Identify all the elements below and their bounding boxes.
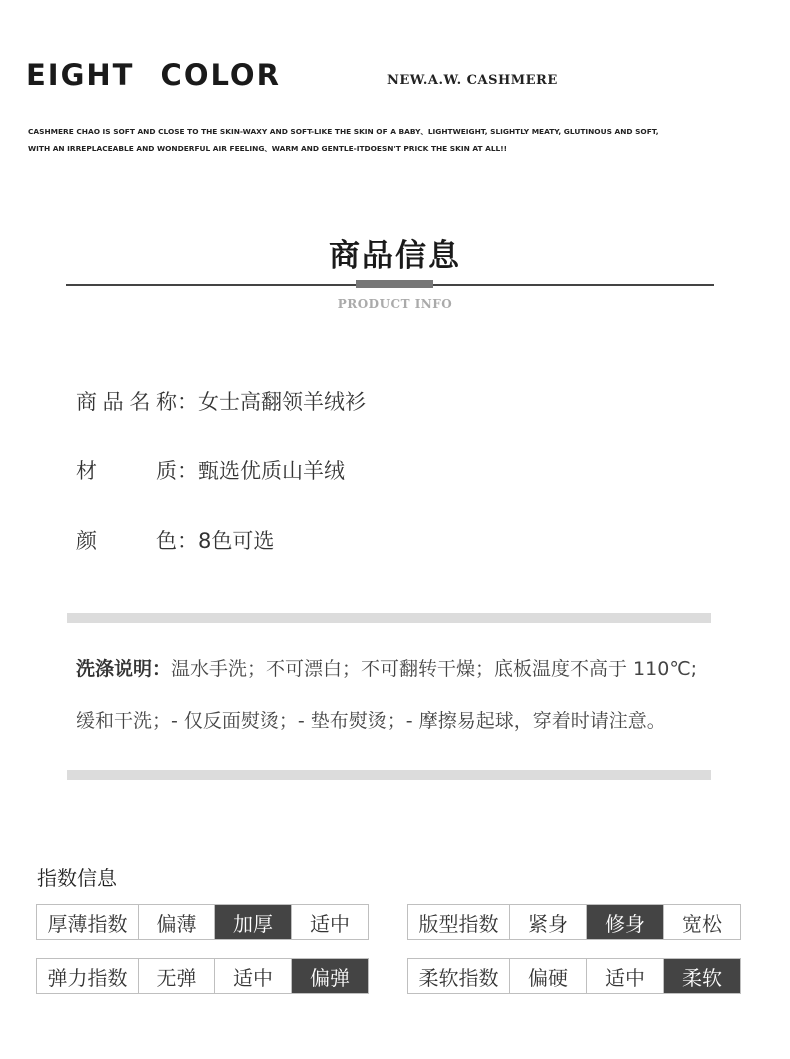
info-key: [76, 525, 177, 555]
info-colon: ：: [177, 390, 198, 414]
index-label: 柔软指数: [418, 965, 499, 990]
section-title: 商品信息: [329, 238, 461, 274]
index-option-selected: 加厚: [214, 905, 291, 939]
divider-bar-bottom: [67, 770, 711, 780]
info-key-char: 称: [155, 390, 177, 414]
info-value: 女士高翻领羊绒衫: [198, 390, 366, 414]
info-row-material: [76, 455, 345, 485]
info-value: 8色可选: [198, 529, 275, 553]
wash-text-1: 温水手洗；不可漂白；不可翻转干燥；底板温度不高于 110℃;: [171, 658, 698, 680]
brand-title: EIGHT COLOR: [26, 58, 281, 92]
info-key-char: 品: [102, 390, 124, 414]
info-key-char: 商: [76, 390, 97, 414]
divider-bar-top: [67, 613, 711, 623]
index-table-softness: [407, 958, 741, 994]
index-option-selected: 修身: [586, 905, 663, 939]
index-option: 偏硬: [509, 959, 586, 993]
index-option: 偏薄: [138, 905, 214, 939]
info-row-color: [76, 525, 274, 555]
index-table-thickness: [36, 904, 369, 940]
info-key: [76, 455, 177, 485]
index-option: 紧身: [509, 905, 586, 939]
wash-instructions-line-1: [76, 654, 697, 681]
wash-instructions-line-2: 缓和干洗；- 仅反面熨烫；- 垫布熨烫；- 摩擦易起球，穿着时请注意。: [76, 710, 666, 732]
index-option: 无弹: [138, 959, 214, 993]
info-row-name: [76, 386, 366, 416]
info-key-char: 颜: [76, 529, 97, 553]
tagline-line-1: CASHMERE CHAO IS SOFT AND CLOSE TO THE SKIN-WAXY AND SOFT-LIKE THE SKIN OF A BABY、LIGHTWEIGHT, SLIGHTLY MEATY, GLUTINOUS AND SOFT,: [28, 127, 659, 136]
index-option-selected: 柔软: [663, 959, 740, 993]
info-colon: ：: [177, 459, 198, 483]
index-table-elasticity: [36, 958, 369, 994]
info-key-char: 材: [76, 459, 97, 483]
index-label: 版型指数: [418, 911, 499, 936]
section-subtitle: PRODUCT INFO: [337, 297, 453, 311]
index-option: 适中: [214, 959, 291, 993]
index-title: 指数信息: [37, 866, 117, 890]
index-label: 厚薄指数: [47, 911, 128, 936]
index-option: 宽松: [663, 905, 740, 939]
sub-brand: NEW.A.W. CASHMERE: [387, 73, 558, 88]
index-option: 适中: [586, 959, 663, 993]
index-option-selected: 偏弹: [291, 959, 368, 993]
info-colon: ：: [177, 529, 198, 553]
index-table-fit: [407, 904, 741, 940]
index-label: 弹力指数: [47, 965, 128, 990]
info-key: [76, 386, 177, 416]
section-divider-accent: [356, 280, 433, 288]
info-value: 甄选优质山羊绒: [198, 459, 345, 483]
tagline: [28, 123, 708, 157]
tagline-line-2: WITH AN IRREPLACEABLE AND WONDERFUL AIR FEELING、WARM AND GENTLE-ITDOESN'T PRICK THE SKIN AT ALL!!: [28, 144, 507, 153]
index-option: 适中: [291, 905, 368, 939]
info-key-char: 名: [129, 390, 151, 414]
wash-label: 洗涤说明：: [76, 658, 172, 680]
info-key-char: 色: [156, 529, 177, 553]
info-key-char: 质: [156, 459, 177, 483]
